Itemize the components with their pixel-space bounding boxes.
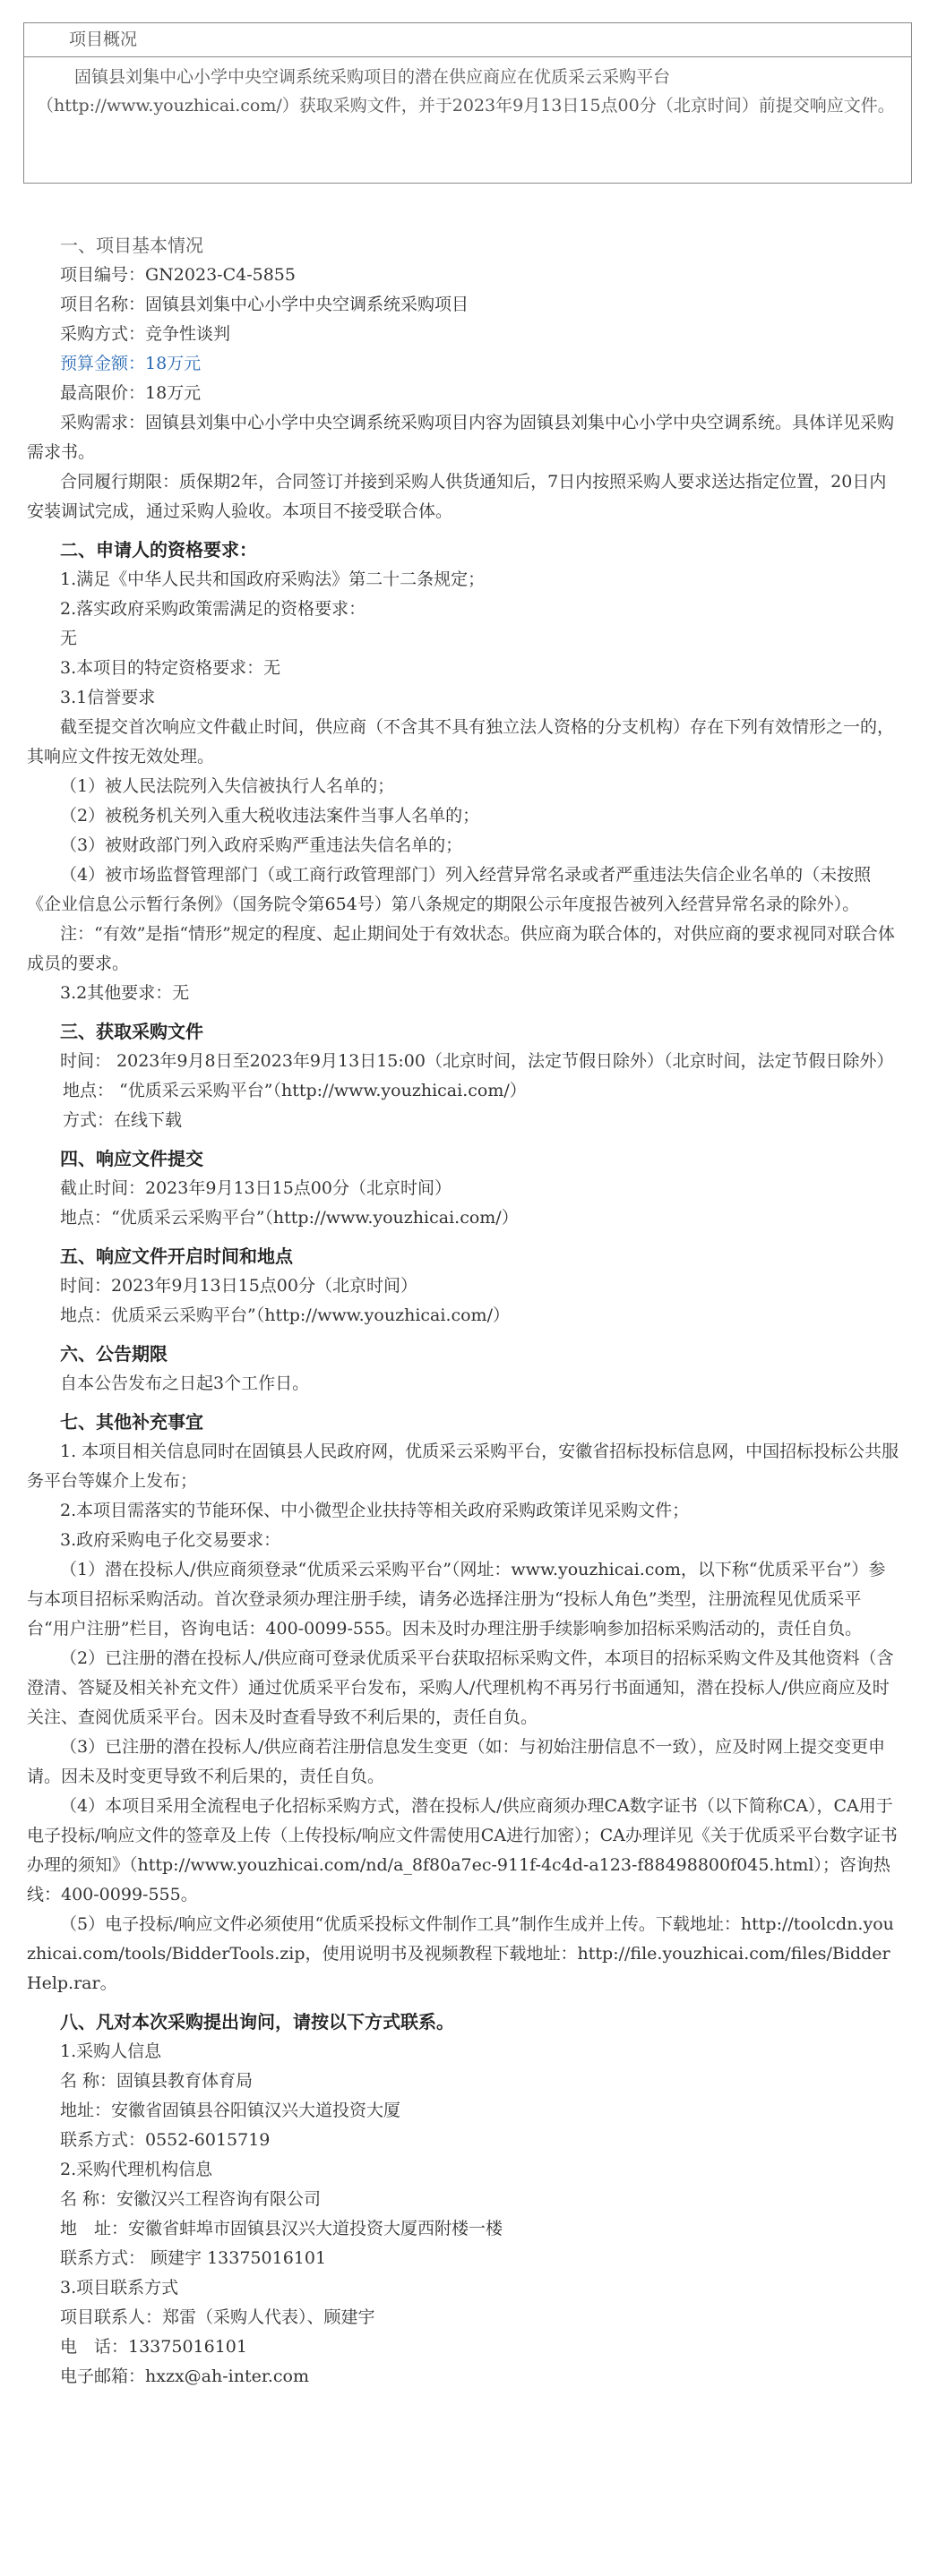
contact-line: 联系方式：0552-6015719 [60, 2130, 271, 2150]
credit-note: 注：“有效”是指“情形”规定的程度、起止期间处于有效状态。供应商为联合体的，对供应商的要求视同对联合体成员的要求。 [27, 924, 895, 973]
contact-line: 1.采购人信息 [60, 2041, 162, 2061]
credit-item: （2）被税务机关列入重大税收违法案件当事人名单的； [60, 806, 480, 826]
supplement-paragraph: 1. 本项目相关信息同时在固镇县人民政府网，优质采云采购平台，安徽省招标投标信息网，中国招标投标公共服务平台等媒介上发布； [27, 1442, 899, 1491]
opening-time: 时间：2023年9月13日15点00分（北京时间） [60, 1276, 417, 1296]
notice-period: 自本公告发布之日起3个工作日。 [60, 1374, 310, 1393]
section7-title: 七、其他补充事宜 [60, 1411, 203, 1433]
supplement-paragraph: （1）潜在投标人/供应商须登录“优质采云采购平台”（网址：www.youzhicai.com，以下称“优质采平台”）参与本项目招标采购活动。首次登录须办理注册手续，请务必选择注册为“投标人角色”类型，注册流程见优质采平台“用户注册”栏目，咨询电话：400-0099-555。因未及时办理注册手续影响参加招标采购活动的，责任自负。 [27, 1560, 886, 1639]
credit-intro: 截至提交首次响应文件截止时间，供应商（不含其不具有独立法人资格的分支机构）存在下列有效情形之一的，其响应文件按无效处理。 [27, 717, 895, 766]
contact-line: 项目联系人：郑雷（采购人代表）、顾建宇 [60, 2307, 375, 2327]
contact-line: 地 址：安徽省蚌埠市固镇县汉兴大道投资大厦西附楼一楼 [60, 2219, 503, 2238]
contact-email: 电子邮箱：hxzx@ah-inter.com [60, 2366, 309, 2386]
procurement-method: 采购方式：竞争性谈判 [60, 324, 231, 344]
announcement-content [0, 231, 909, 2392]
submit-place: 地点：“优质采云采购平台”（http://www.youzhicai.com/） [60, 1208, 519, 1228]
procurement-demand: 采购需求：固镇县刘集中心小学中央空调系统采购项目内容为固镇县刘集中心小学中央空调系统。具体详见采购需求书。 [27, 413, 895, 462]
section4-title: 四、响应文件提交 [60, 1148, 203, 1169]
obtain-place: 地点： “优质采云采购平台”（http://www.youzhicai.com/） [63, 1081, 527, 1100]
contact-line: 联系方式： 顾建宇 13375016101 [60, 2248, 327, 2268]
contract-period: 合同履行期限：质保期2年，合同签订并接到采购人供货通知后，7日内按照采购人要求送达指定位置，20日内安装调试完成，通过采购人验收。本项目不接受联合体。 [27, 472, 887, 521]
supplement-paragraph: （3）已注册的潜在投标人/供应商若注册信息发生变更（如：与初始注册信息不一致），应及时网上提交变更申请。因未及时变更导致不利后果的，责任自负。 [27, 1737, 885, 1786]
budget-amount: 预算金额：18万元 [60, 354, 202, 373]
qualification-item: 2.落实政府采购政策需满足的资格要求： [60, 599, 366, 619]
credit-item: （3）被财政部门列入政府采购严重违法失信名单的； [60, 835, 463, 855]
contact-line: 地址：安徽省固镇县谷阳镇汉兴大道投资大厦 [60, 2101, 401, 2120]
contact-line: 名 称：固镇县教育体育局 [60, 2071, 254, 2091]
supplement-paragraph: （4）本项目采用全流程电子化招标采购方式，潜在投标人/供应商须办理CA数字证书（以下简称CA），CA用于电子投标/响应文件的签章及上传（上传投标/响应文件需使用CA进行加密）；CA办理详见《关于优质采平台数字证书办理的须知》（http://www.youzhicai.com/nd/a_8f80a7ec-911f-4c4d-a123-f88498800f045.html）；咨询热线：400-0099-555。 [27, 1796, 898, 1904]
supplement-paragraph: 3.政府采购电子化交易要求： [60, 1530, 281, 1550]
credit-item: （4）被市场监督管理部门（或工商行政管理部门）列入经营异常名录或者严重违法失信企业名单的（未按照《企业信息公示暂行条例》（国务院令第654号）第八条规定的期限公示年度报告被列入经营异常名录的除外）。 [27, 865, 872, 914]
qualification-item: 1.满足《中华人民共和国政府采购法》第二十二条规定； [60, 569, 486, 589]
obtain-method: 方式：在线下载 [63, 1110, 183, 1130]
obtain-time: 时间： 2023年9月8日至2023年9月13日15:00（北京时间，法定节假日除外）（北京时间，法定节假日除外） [60, 1051, 894, 1071]
qualification-item: 无 [60, 629, 78, 648]
section3-title: 三、获取采购文件 [60, 1021, 203, 1042]
project-number: 项目编号：GN2023-C4-5855 [60, 265, 296, 285]
max-price: 最高限价：18万元 [60, 383, 202, 403]
overview-box [23, 22, 912, 184]
section8-title: 八、凡对本次采购提出询问，请按以下方式联系。 [60, 2011, 454, 2033]
overview-body: 固镇县刘集中心小学中央空调系统采购项目的潜在供应商应在优质采云采购平台（http://www.youzhicai.com/）获取采购文件，并于2023年9月13日15点00分（北京时间）前提交响应文件。 [37, 67, 895, 116]
credit-item: （1）被人民法院列入失信被执行人名单的； [60, 776, 395, 796]
supplement-paragraph: （5）电子投标/响应文件必须使用“优质采投标文件制作工具”制作生成并上传。下载地址：http://toolcdn.youzhicai.com/tools/BidderTools.zip，使用说明书及视频教程下载地址：http://file.youzhicai.com/files/BidderHelp.rar。 [27, 1914, 894, 1993]
submit-deadline: 截止时间：2023年9月13日15点00分（北京时间） [60, 1178, 452, 1198]
section2-title: 二、申请人的资格要求： [60, 539, 257, 561]
qualification-item: 3.1信誉要求 [60, 688, 156, 707]
contact-line: 电 话：13375016101 [60, 2337, 247, 2357]
other-requirements: 3.2其他要求：无 [60, 983, 190, 1003]
opening-place: 地点：优质采云采购平台”（http://www.youzhicai.com/） [60, 1305, 510, 1325]
overview-header: 项目概况 [24, 23, 911, 57]
supplement-paragraph: （2）已注册的潜在投标人/供应商可登录优质采平台获取招标采购文件，本项目的招标采购文件及其他资料（含澄清、答疑及相关补充文件）通过优质采平台发布，采购人/代理机构不再另行书面通知，潜在投标人/供应商应及时关注、查阅优质采平台。因未及时查看导致不利后果的，责任自负。 [27, 1648, 894, 1727]
qualification-item: 3.本项目的特定资格要求：无 [60, 658, 281, 678]
project-name: 项目名称：固镇县刘集中心小学中央空调系统采购项目 [60, 295, 469, 314]
section1-title: 一、项目基本情况 [60, 235, 203, 256]
contact-line: 名 称：安徽汉兴工程咨询有限公司 [60, 2189, 322, 2209]
section5-title: 五、响应文件开启时间和地点 [60, 1245, 293, 1267]
supplement-paragraph: 2.本项目需落实的节能环保、中小微型企业扶持等相关政府采购政策详见采购文件； [60, 1501, 690, 1520]
contact-line: 2.采购代理机构信息 [60, 2160, 213, 2179]
section6-title: 六、公告期限 [60, 1343, 168, 1365]
contact-line: 3.项目联系方式 [60, 2278, 179, 2298]
